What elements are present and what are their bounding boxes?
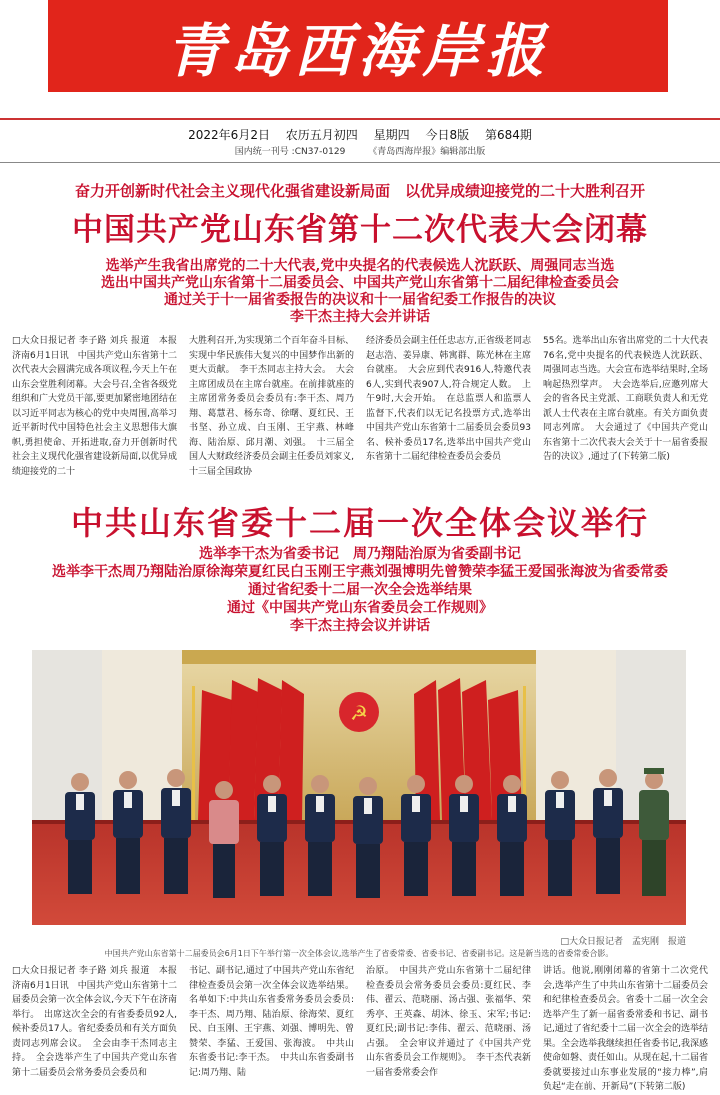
second-deck-1: 选举李干杰为省委书记 周乃翔陆治原为省委副书记 — [199, 546, 521, 562]
lead-column-2: 大胜利召开,为实现第二个百年奋斗目标、实现中华民族伟大复兴的中国梦作出新的更大贡献。 李干杰同志主持大会。 大会主席团成员在主席台就座。在前排就座的主席团常务委员会委员有:李干杰、周乃翔、葛慧君、杨东奇、徐曙、夏红民、王书坚、孙立成、白玉刚、王宇燕、林峰海、陆治原、邱月潮、刘强。 十三届全国人大财政经济委员会副主任委员刘家义,十三届全国政协 — [189, 336, 354, 477]
second-deck-2: 选举李干杰周乃翔陆治原徐海荣夏红民白玉刚王宇燕刘强博明先曾赞荣李猛王爱国张海波为省委常委 — [52, 564, 668, 580]
lead-kicker: 奋力开创新时代社会主义现代化强省建设新局面 以优异成绩迎接党的二十大胜利召开 — [74, 182, 645, 200]
lead-deck-1: 选举产生我省出席党的二十大代表,党中央提名的代表候选人沈跃跃、周强同志当选 — [105, 258, 615, 274]
serial-number: 国内统一刊号 :CN37-0129 — [234, 147, 346, 157]
second-body — [12, 964, 708, 1094]
second-column-3: 治原。 中国共产党山东省第十二届纪律检查委员会常务委员会委员:夏红民、李伟、翟云、范晓丽、汤占强、张福华、荣秀亭、王英森、胡沐、徐玉、宋军;书记:夏红民;副书记:李伟、翟云、范晓丽、汤占强。 全会审议并通过了《中国共产党山东省委员会工作规则》。 李干杰代表新一届省委常委会作 — [366, 966, 531, 1078]
second-column-4: 讲话。他说,刚刚闭幕的省第十二次党代会,选举产生了中共山东省第十二届委员会和纪律检查委员会。省委十二届一次全会选举产生了新一届省委常委和书记、副书记,通过了省纪委十二届一次全会的选举结果。全会选举我继续担任省委书记,我深感使命如磐、责任如山。从现在起,十二届省委就要接过山东事业发展的“接力棒”,肩负起“走在前、开新局”(下转第二版) — [543, 966, 708, 1092]
lead-column-4: 55名。选举出山东省出席党的二十大代表76名,党中央提名的代表候选人沈跃跃、周强同志当选。大会宣布选举结果时,全场响起热烈掌声。 大会选举后,应邀列席大会的省各民主党派、工商联负责人和无党派人士代表在主席台就座。有关方面负责同志列席。 大会通过了《中国共产党山东省第十二次代表大会关于十一届省委报告的决议》,通过了(下转第二版) — [543, 336, 708, 462]
second-column-2: 书记、副书记,通过了中国共产党山东省纪律检查委员会第一次全体会议选举结果。名单如下:中共山东省委常务委员会委员:李干杰、周乃翔、陆治原、徐海荣、夏红民、白玉刚、王宇燕、刘强、博明先、曾赞荣、李猛、王爱国、张海波。 中共山东省委书记:李干杰。 中共山东省委副书记:周乃翔、陆 — [189, 966, 354, 1078]
second-deck-5: 李干杰主持会议并讲话 — [290, 618, 430, 634]
lunar-date: 农历五月初四 — [285, 128, 358, 142]
second-deck-4: 通过《中国共产党山东省委员会工作规则》 — [227, 600, 493, 616]
second-column-1: □大众日报记者 李子路 刘兵 报道 本报济南6月1日讯 中国共产党山东省第十二届委员会第一次全体会议,今天下午在济南举行。 出席这次全会的有省委委员92人,候补委员17人。省纪委委员和有关方面负责同志列席会议。 全会由李干杰同志主持。 全会选举产生了中国共产党山东省第十二届委员会常务委员会委员和 — [12, 966, 177, 1078]
lead-deck-4: 李干杰主持大会并讲话 — [290, 309, 430, 325]
second-deck-3: 通过省纪委十二届一次全会选举结果 — [248, 582, 472, 598]
issue-number: 第684期 — [484, 128, 532, 142]
photo-credit: □大众日报记者 孟宪刚 报道 — [560, 937, 686, 947]
masthead-rule — [0, 118, 720, 120]
second-headline: 中共山东省委十二届一次全体会议举行 — [70, 504, 649, 542]
issue-date: 2022年6月2日 — [188, 128, 270, 142]
lead-body — [12, 334, 708, 482]
page-count: 今日8版 — [425, 128, 470, 142]
lead-column-1: □大众日报记者 李子路 刘兵 报道 本报济南6月1日讯 中国共产党山东省第十二次代表大会圆满完成各项议程,今天上午在山东会堂胜利闭幕。大会号召,全省各级党组织和广大党员干部,要更加紧密地团结在以习近平同志为核心的党中央周围,高举习近平新时代中国特色社会主义思想伟大旗帜,勇担使命、开拓进取,奋力开创新时代社会主义现代化强省建设新局面,以优异成绩迎接党的二十 — [12, 336, 177, 477]
dateline-rule — [0, 162, 720, 163]
group-photo — [32, 650, 686, 925]
svg-text:☭: ☭ — [350, 701, 368, 725]
publisher: 《青岛西海岸报》编辑部出版 — [368, 147, 486, 157]
weekday: 星期四 — [373, 128, 410, 142]
newspaper-title: 青岛西海岸报 — [165, 17, 550, 85]
publication-info — [0, 144, 720, 157]
masthead — [48, 0, 668, 92]
lead-headline: 中国共产党山东省第十二次代表大会闭幕 — [72, 212, 648, 248]
dateline — [0, 126, 720, 143]
lead-deck-2: 选出中国共产党山东省第十二届委员会、中国共产党山东省第十二届纪律检查委员会 — [101, 275, 619, 291]
photo-caption: 中国共产党山东省第十二届委员会6月1日下午举行第一次全体会议,选举产生了省委常委、省委书记、省委副书记。这是新当选的省委常委合影。 — [104, 949, 614, 958]
lead-column-3: 经济委员会副主任任忠志方,正省级老同志赵志浩、姜异康、韩寓群、陈光林在主席台就座。 大会应到代表916人,特邀代表6人,实到代表907人,符合规定人数。 上午9时,大会开始。 在总监票人和监票人监督下,代表们以无记名投票方式,选举出中国共产党山东省第十二届委员会委员93名、候补委员17名,选举出中国共产党山东省第十二届纪律检查委员会委员 — [366, 336, 531, 462]
lead-deck-3: 通过关于十一届省委报告的决议和十一届省纪委工作报告的决议 — [164, 292, 556, 308]
